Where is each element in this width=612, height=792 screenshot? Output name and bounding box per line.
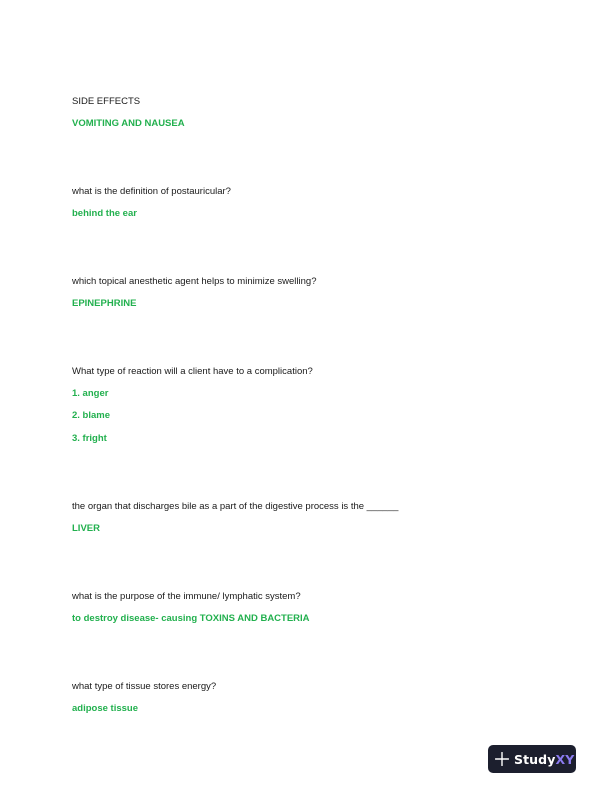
answer-1: VOMITING AND NAUSEA bbox=[72, 118, 185, 129]
answer-4-item-1: 1. anger bbox=[72, 388, 109, 399]
question-7: what type of tissue stores energy? bbox=[72, 681, 217, 692]
question-4: What type of reaction will a client have to a complication? bbox=[72, 366, 313, 377]
question-3: which topical anesthetic agent helps to minimize swelling? bbox=[72, 276, 317, 287]
question-1: SIDE EFFECTS bbox=[72, 96, 141, 107]
plus-sparkle-icon bbox=[495, 752, 509, 766]
answer-4-item-2: 2. blame bbox=[72, 410, 111, 421]
answer-4-item-3: 3. fright bbox=[72, 433, 107, 444]
question-2: what is the definition of postauricular? bbox=[72, 186, 231, 197]
logo-text-study: Study bbox=[514, 751, 556, 767]
logo-text bbox=[514, 752, 574, 767]
answer-3: EPINEPHRINE bbox=[72, 298, 137, 309]
answer-6: to destroy disease- causing TOXINS AND BACTERIA bbox=[72, 613, 310, 624]
answer-7: adipose tissue bbox=[72, 703, 138, 714]
question-5: the organ that discharges bile as a part of the digestive process is the ______ bbox=[72, 501, 399, 512]
studyxy-logo[interactable] bbox=[488, 745, 576, 773]
answer-5: LIVER bbox=[72, 523, 100, 534]
answer-2: behind the ear bbox=[72, 208, 137, 219]
logo-text-xy: XY bbox=[555, 751, 575, 767]
question-6: what is the purpose of the immune/ lymphatic system? bbox=[72, 591, 301, 602]
